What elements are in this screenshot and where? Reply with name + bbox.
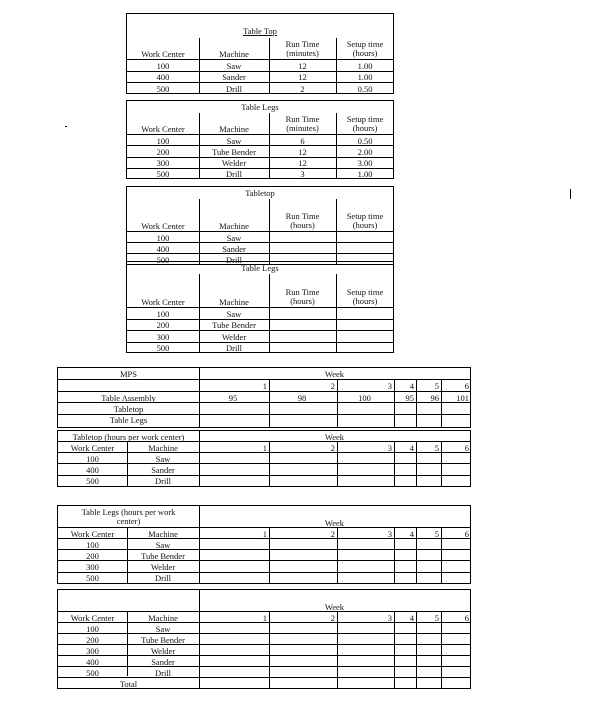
machine-cell: Sander: [222, 243, 246, 254]
work-center-cell: 400: [156, 72, 170, 82]
work-center-cell: 500: [86, 573, 99, 584]
machine-cell: Tube Bender: [141, 550, 185, 561]
work-center-cell: 400: [86, 656, 99, 667]
week-number: 2: [330, 528, 335, 539]
week-number: 4: [409, 442, 414, 453]
week-number: 5: [434, 612, 439, 623]
total-label: Total: [119, 678, 138, 689]
machine-cell: Saw: [155, 539, 171, 550]
week-number: 3: [387, 381, 392, 391]
work-center-header: Work Center: [70, 442, 115, 453]
setup-time-header: Setup time: [346, 114, 384, 124]
machine-header: Machine: [219, 297, 249, 307]
machine-cell: Welder: [150, 645, 176, 656]
week-number: 1: [262, 442, 267, 453]
routing-table-1: [126, 13, 394, 94]
work-center-header: Work Center: [141, 49, 185, 59]
table-title: Table Legs (hours per work: [81, 507, 176, 517]
mps-row-label: Table Assembly: [101, 392, 156, 403]
work-center-cell: 200: [86, 550, 99, 561]
machine-cell: Drill: [225, 343, 243, 353]
week-label: Week: [324, 518, 345, 528]
machine-cell: Tube Bender: [212, 146, 256, 157]
machine-header: Machine: [148, 612, 178, 623]
table-title: Tabletop: [245, 188, 275, 198]
machine-cell: Saw: [155, 453, 171, 464]
setup-time-cell: 1.00: [357, 60, 373, 71]
work-center-cell: 500: [86, 667, 99, 678]
work-center-cell: 200: [156, 146, 170, 157]
week-number: 5: [434, 528, 439, 539]
run-time-cell: 6: [300, 135, 305, 146]
work-center-cell: 400: [156, 243, 170, 254]
work-center-cell: 500: [156, 169, 170, 180]
tabletop-hours-table: [57, 430, 471, 487]
mps-title: MPS: [119, 369, 137, 379]
machine-cell: Tube Bender: [212, 320, 256, 330]
run-time-unit: (hours): [290, 220, 315, 230]
work-center-cell: 100: [156, 232, 170, 243]
table-title: Tabletop (hours per work center): [72, 432, 185, 442]
machine-cell: Welder: [221, 158, 247, 169]
week-number: 4: [409, 528, 414, 539]
setup-time-unit: (hours): [352, 296, 378, 306]
run-time-cell: 12: [298, 146, 307, 157]
machine-cell: Drill: [225, 254, 243, 265]
week-number: 2: [330, 381, 335, 391]
machine-cell: Welder: [221, 331, 247, 342]
week-number: 3: [387, 528, 392, 539]
mps-row-label: Tabletop: [113, 403, 144, 414]
table-title: Table Legs: [241, 263, 279, 273]
week-number: 6: [464, 612, 469, 623]
week-number: 4: [409, 381, 414, 391]
run-time-unit: (hours): [290, 296, 315, 306]
setup-time-cell: 1.00: [357, 169, 373, 180]
run-time-header: Run Time: [285, 114, 320, 124]
machine-header: Machine: [219, 221, 249, 231]
setup-time-unit: (hours): [352, 220, 378, 230]
setup-time-header: Setup time: [346, 211, 384, 221]
run-time-unit: (minutes): [286, 123, 319, 133]
table-title: Table Legs: [241, 102, 279, 112]
mps-value: 101: [456, 392, 469, 403]
machine-header: Machine: [219, 49, 249, 59]
run-time-cell: 2: [300, 83, 305, 94]
work-center-cell: 100: [86, 623, 99, 634]
run-time-header: Run Time: [285, 211, 320, 221]
run-time-header: Run Time: [285, 287, 320, 297]
week-label: Week: [324, 369, 345, 379]
work-center-cell: 100: [86, 539, 99, 550]
setup-time-cell: 0.50: [357, 135, 373, 146]
machine-cell: Saw: [226, 232, 242, 243]
mps-value: 100: [358, 392, 371, 403]
week-number: 3: [387, 442, 392, 453]
machine-header: Machine: [148, 442, 178, 453]
routing-table-2: [126, 100, 394, 179]
week-label: Week: [324, 602, 345, 612]
work-center-cell: 100: [156, 308, 170, 319]
mps-value: 98: [297, 392, 307, 403]
setup-time-cell: 0.50: [357, 83, 373, 94]
week-number: 6: [464, 528, 469, 539]
routing-table-4: [126, 261, 394, 353]
work-center-cell: 500: [156, 83, 170, 94]
week-number: 1: [262, 381, 267, 391]
table-title-cont: center): [116, 516, 141, 526]
machine-header: Machine: [148, 528, 178, 539]
week-number: 1: [262, 528, 267, 539]
mps-row-label: Table Legs: [109, 415, 148, 426]
week-label: Week: [324, 432, 345, 442]
setup-time-header: Setup time: [346, 287, 384, 297]
setup-time-unit: (hours): [352, 123, 378, 133]
mps-value: 96: [430, 392, 439, 403]
machine-cell: Saw: [155, 623, 171, 634]
setup-time-header: Setup time: [346, 39, 384, 49]
run-time-cell: 12: [298, 60, 307, 71]
work-center-cell: 100: [156, 60, 170, 71]
machine-cell: Sander: [151, 464, 175, 475]
machine-cell: Drill: [225, 83, 243, 94]
week-number: 3: [387, 612, 392, 623]
work-center-cell: 300: [156, 158, 170, 169]
week-number: 6: [464, 442, 469, 453]
mps-value: 95: [228, 392, 238, 403]
machine-cell: Welder: [150, 561, 176, 572]
run-time-cell: 12: [298, 158, 307, 169]
run-time-unit: (minutes): [286, 48, 319, 58]
machine-cell: Tube Bender: [141, 634, 185, 645]
work-center-header: Work Center: [70, 612, 115, 623]
work-center-cell: 400: [86, 464, 99, 475]
work-center-cell: 500: [156, 254, 170, 265]
work-center-header: Work Center: [141, 124, 185, 134]
work-center-cell: 200: [86, 634, 99, 645]
machine-cell: Drill: [154, 573, 172, 584]
routing-table-3: [126, 186, 394, 265]
machine-cell: Drill: [154, 667, 172, 678]
text-cursor: [570, 189, 571, 199]
week-number: 1: [262, 612, 267, 623]
table-legs-hours-table: [57, 505, 471, 584]
run-time-cell: 3: [300, 169, 305, 180]
machine-cell: Sander: [151, 656, 175, 667]
machine-header: Machine: [219, 124, 249, 134]
table-title: Table Top: [243, 26, 277, 36]
machine-cell: Sander: [222, 72, 246, 82]
machine-cell: Saw: [226, 60, 242, 71]
work-center-header: Work Center: [70, 528, 115, 539]
machine-cell: Saw: [226, 308, 242, 319]
work-center-cell: 200: [156, 320, 170, 330]
machine-cell: Drill: [154, 476, 172, 487]
work-center-cell: 100: [86, 453, 99, 464]
work-center-header: Work Center: [141, 297, 185, 307]
work-center-cell: 500: [156, 343, 170, 353]
run-time-cell: 12: [298, 72, 307, 82]
work-center-header: Work Center: [141, 221, 185, 231]
work-center-cell: 300: [156, 331, 170, 342]
machine-cell: Drill: [225, 169, 243, 180]
week-number: 6: [464, 381, 469, 391]
machine-cell: Saw: [226, 135, 242, 146]
work-center-cell: 300: [86, 645, 99, 656]
work-center-cell: 300: [86, 561, 99, 572]
work-center-cell: 100: [156, 135, 170, 146]
work-center-cell: 500: [86, 476, 99, 487]
setup-time-unit: (hours): [352, 48, 378, 58]
week-number: 4: [409, 612, 414, 623]
run-time-header: Run Time: [285, 39, 320, 49]
setup-time-cell: 1.00: [357, 72, 373, 82]
mps-table: [57, 367, 471, 428]
week-number: 2: [330, 442, 335, 453]
stray-mark: [65, 126, 67, 127]
week-number: 2: [330, 612, 335, 623]
mps-value: 95: [405, 392, 414, 403]
setup-time-cell: 3.00: [357, 158, 373, 169]
total-hours-table: [57, 589, 471, 689]
week-number: 5: [434, 442, 439, 453]
setup-time-cell: 2.00: [357, 146, 373, 157]
week-number: 5: [434, 381, 439, 391]
